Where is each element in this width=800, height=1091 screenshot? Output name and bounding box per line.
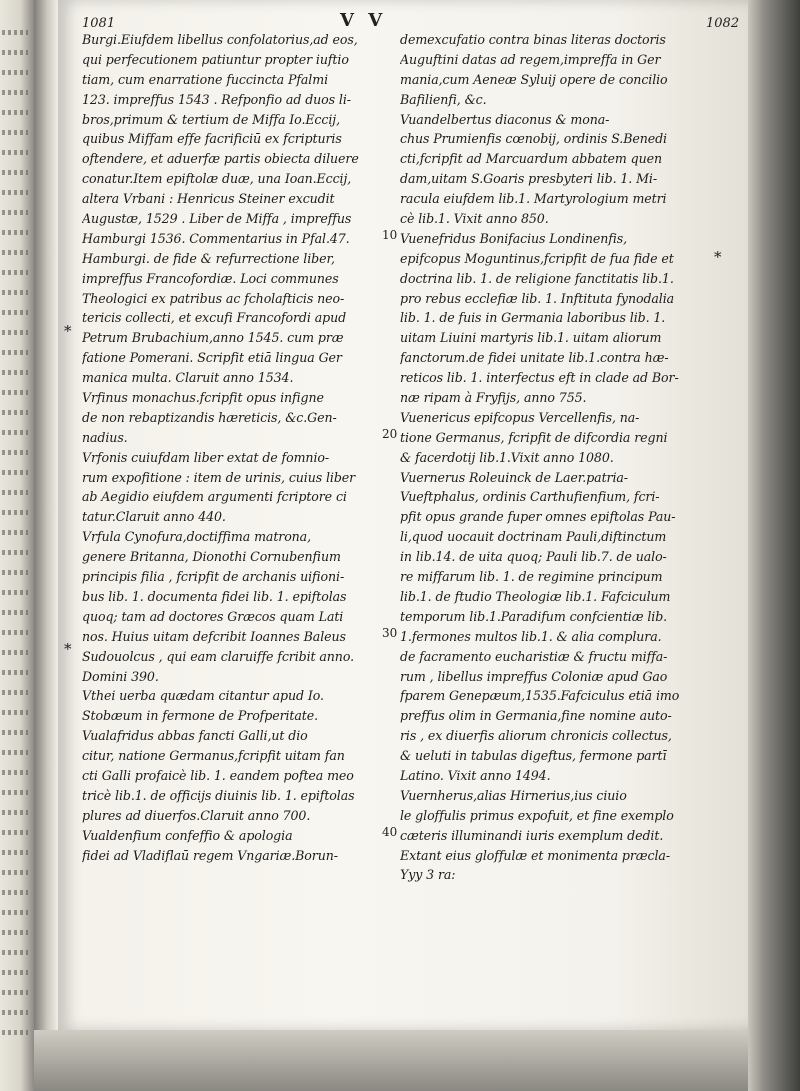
text-line: in lib.14. de uita quoq; Pauli lib.7. de ualo- xyxy=(400,549,667,565)
text-line: tatur.Claruit anno 440. xyxy=(82,509,226,525)
text-line: pro rebus ecclefiæ lib. 1. Inftituta fynodalia xyxy=(400,290,675,306)
facing-page-text-trace xyxy=(2,930,28,935)
facing-page-text-trace xyxy=(2,190,28,195)
facing-page-text-trace xyxy=(2,70,28,75)
signature-mark: V V xyxy=(340,10,387,31)
page-number-right: 1082 xyxy=(706,16,740,31)
text-line: quoq; tam ad doctores Græcos quam Lati xyxy=(82,608,344,624)
text-line: altera Vrbani : Henricus Steiner excudit xyxy=(82,191,335,207)
text-line: cè lib.1. Vixit anno 850. xyxy=(400,211,549,227)
line-number-10: 10 xyxy=(382,228,398,242)
text-line: Bafilienfi, &c. xyxy=(400,91,487,107)
text-line: Vrfinus monachus.fcripfit opus infigne xyxy=(82,390,324,406)
facing-page-text-trace xyxy=(2,110,28,115)
text-line: bros,primum & tertium de Miffa Io.Eccij, xyxy=(82,111,340,127)
facing-page-text-trace xyxy=(2,570,28,575)
text-line: plures ad diuerfos.Claruit anno 700. xyxy=(82,807,311,823)
text-line: tricè lib.1. de officijs diuinis lib. 1. epiftolas xyxy=(82,787,355,803)
text-line: fparem Genepæum,1535.Fafciculus etiā imo xyxy=(400,688,680,704)
text-line: nos. Huius uitam defcribit Ioannes Baleus xyxy=(82,628,346,644)
text-line: Hamburgi 1536. Commentarius in Pfal.47. xyxy=(82,230,350,246)
page-bottom-shadow xyxy=(34,1030,748,1091)
facing-page-text-trace xyxy=(2,450,28,455)
asterisk-mark: * xyxy=(64,640,72,658)
text-line: & facerdotij lib.1.Vixit anno 1080. xyxy=(400,449,614,465)
text-line: de facramento eucharistiæ & fructu miffa- xyxy=(400,648,668,664)
text-line: re miffarum lib. 1. de regimine principum xyxy=(400,569,663,585)
text-line: tiam, cum enarratione fuccincta Pfalmi xyxy=(82,71,328,87)
left-text-column xyxy=(82,30,380,865)
facing-page-text-trace xyxy=(2,890,28,895)
text-line: Yyy 3 ra: xyxy=(400,867,456,883)
facing-page-text-trace xyxy=(2,90,28,95)
text-line: cæteris illuminandi iuris exemplum dedit. xyxy=(400,827,664,843)
text-line: ab Aegidio eiufdem argumenti fcriptore ci xyxy=(82,489,347,505)
text-line: li,quod uocauit doctrinam Pauli,diftinctum xyxy=(400,529,667,545)
page-number-left: 1081 xyxy=(82,16,116,31)
text-line: Vrfula Cynofura,doctiffima matrona, xyxy=(82,529,311,545)
text-line: de non rebaptizandis hæreticis, &c.Gen- xyxy=(82,409,337,425)
text-line: Hamburgi. de fide & refurrectione liber, xyxy=(82,250,335,266)
facing-page-text-trace xyxy=(2,430,28,435)
facing-page-text-trace xyxy=(2,350,28,355)
text-line: Vthei uerba quædam citantur apud Io. xyxy=(82,688,324,704)
text-line: Vrfonis cuiufdam liber extat de fomnio- xyxy=(82,449,330,465)
facing-page-text-trace xyxy=(2,330,28,335)
text-line: Petrum Brubachium,anno 1545. cum præ xyxy=(82,330,344,346)
facing-page-text-trace xyxy=(2,1030,28,1035)
text-line: Auguftini datas ad regem,impreffa in Ger xyxy=(400,51,661,67)
asterisk-mark: * xyxy=(714,248,722,266)
facing-page-text-trace xyxy=(2,710,28,715)
text-line: conatur.Item epiftolæ duæ, una Ioan.Eccij, xyxy=(82,171,352,187)
text-line: tione Germanus, fcripfit de difcordia regni xyxy=(400,429,668,445)
facing-page-text-trace xyxy=(2,490,28,495)
facing-page-text-trace xyxy=(2,270,28,275)
facing-page-text-trace xyxy=(2,990,28,995)
text-line: citur, natione Germanus,fcripfit uitam fan xyxy=(82,748,345,764)
facing-page-text-trace xyxy=(2,850,28,855)
facing-page-text-trace xyxy=(2,750,28,755)
asterisk-mark: * xyxy=(64,322,72,340)
facing-page-text-trace xyxy=(2,550,28,555)
facing-page-text-trace xyxy=(2,730,28,735)
text-line: Sudouolcus , qui eam claruiffe fcribit anno. xyxy=(82,648,354,664)
text-line: fatione Pomerani. Scripfit etiā lingua Ger xyxy=(82,350,342,366)
facing-page-text-trace xyxy=(2,1010,28,1015)
text-line: demexcufatio contra binas literas doctoris xyxy=(400,32,666,47)
facing-page-text-trace xyxy=(2,130,28,135)
facing-page-text-trace xyxy=(2,910,28,915)
facing-page-text-trace xyxy=(2,410,28,415)
text-line: tericis collecti, et excufi Francofordi apud xyxy=(82,310,347,326)
text-line: Theologici ex patribus ac fcholafticis neo- xyxy=(82,290,345,306)
text-line: epifcopus Moguntinus,fcripfit de fua fide et xyxy=(400,250,674,266)
facing-page-text-trace xyxy=(2,510,28,515)
facing-page-text-trace xyxy=(2,590,28,595)
text-line: manica multa. Claruit anno 1534. xyxy=(82,370,294,386)
text-line: Extant eius gloffulæ et monimenta præcla- xyxy=(400,847,670,863)
facing-page-text-trace xyxy=(2,530,28,535)
text-line: Vuandelbertus diaconus & mona- xyxy=(400,111,610,127)
facing-page-text-trace xyxy=(2,670,28,675)
facing-page-text-trace xyxy=(2,970,28,975)
text-line: & ueluti in tabulas digeftus, fermone partī xyxy=(400,748,667,764)
facing-page-text-trace xyxy=(2,210,28,215)
text-line: genere Britanna, Dionothi Cornubenfium xyxy=(82,549,341,565)
facing-page-text-trace xyxy=(2,650,28,655)
text-line: principis filia , fcripfit de archanis uifioni- xyxy=(82,569,345,585)
text-line: Latino. Vixit anno 1494. xyxy=(400,767,551,783)
text-line: rum , libellus impreffus Coloniæ apud Gao xyxy=(400,668,668,684)
facing-page-text-trace xyxy=(2,150,28,155)
facing-page-text-trace xyxy=(2,170,28,175)
line-number-20: 20 xyxy=(382,427,398,441)
facing-page-edge xyxy=(0,0,34,1091)
text-line: mania,cum Aeneæ Syluij opere de concilio xyxy=(400,71,668,87)
text-line: Augustæ, 1529 . Liber de Miffa , impreffus xyxy=(82,211,352,227)
facing-page-text-trace xyxy=(2,290,28,295)
text-line: preffus olim in Germania,fine nomine auto- xyxy=(400,708,672,724)
text-line: fanctorum.de fidei unitate lib.1.contra hæ- xyxy=(400,350,669,366)
text-line: le gloffulis primus expofuit, et fine exemplo xyxy=(400,807,674,823)
facing-page-text-trace xyxy=(2,470,28,475)
facing-page-text-trace xyxy=(2,50,28,55)
text-line: Vueftphalus, ordinis Carthufienfium, fcri- xyxy=(400,489,660,505)
text-line: oftendere, et aduerfæ partis obiecta diluere xyxy=(82,151,359,167)
facing-page-text-trace xyxy=(2,390,28,395)
text-line: Vuenefridus Bonifacius Londinenfis, xyxy=(400,230,628,246)
facing-page-text-trace xyxy=(2,810,28,815)
text-line: cti Galli profaicè lib. 1. eandem poftea meo xyxy=(82,767,354,783)
text-line: 123. impreffus 1543 . Refponfio ad duos li- xyxy=(82,91,351,107)
facing-page-text-trace xyxy=(2,370,28,375)
page-right-edge xyxy=(748,0,800,1091)
text-line: Vuernherus,alias Hirnerius,ius ciuio xyxy=(400,787,627,803)
text-line: nadius. xyxy=(82,429,128,445)
facing-page-text-trace xyxy=(2,610,28,615)
text-line: chus Prumienfis cœnobij, ordinis S.Benedi xyxy=(400,131,667,147)
text-line: uitam Liuini martyris lib.1. uitam aliorum xyxy=(400,330,662,346)
line-number-40: 40 xyxy=(382,825,398,839)
facing-page-text-trace xyxy=(2,690,28,695)
facing-page-text-trace xyxy=(2,950,28,955)
facing-page-text-trace xyxy=(2,250,28,255)
text-line: bus lib. 1. documenta fidei lib. 1. epiftolas xyxy=(82,588,347,604)
facing-page-text-trace xyxy=(2,630,28,635)
text-line: Stobæum in fermone de Profperitate. xyxy=(82,708,318,724)
text-line: temporum lib.1.Paradifum confcientiæ lib. xyxy=(400,608,668,624)
text-line: racula eiufdem lib.1. Martyrologium metri xyxy=(400,191,667,207)
text-line: pfit opus grande fuper omnes epiftolas Pau- xyxy=(400,509,676,525)
text-line: dam,uitam S.Goaris presbyteri lib. 1. Mi- xyxy=(400,171,657,187)
text-line: Burgi.Eiufdem libellus confolatorius,ad eos, xyxy=(82,32,358,47)
text-line: lib. 1. de fuis in Germania laboribus lib. 1. xyxy=(400,310,666,326)
text-line: Vuernerus Roleuinck de Laer.patria- xyxy=(400,469,628,485)
text-line: cti,fcripfit ad Marcuardum abbatem quen xyxy=(400,151,662,167)
book-gutter xyxy=(34,0,58,1091)
facing-page-text-trace xyxy=(2,770,28,775)
text-line: impreffus Francofordiæ. Loci communes xyxy=(82,270,339,286)
line-number-30: 30 xyxy=(382,626,398,640)
text-line: qui perfecutionem patiuntur propter iuftio xyxy=(82,51,349,67)
facing-page-text-trace xyxy=(2,830,28,835)
facing-page-text-trace xyxy=(2,230,28,235)
text-line: 1.fermones multos lib.1. & alia complura. xyxy=(400,628,662,644)
text-line: rum expofitione : item de urinis, cuius liber xyxy=(82,469,356,485)
facing-page-text-trace xyxy=(2,310,28,315)
facing-page-text-trace xyxy=(2,30,28,35)
facing-page-text-trace xyxy=(2,790,28,795)
text-line: fidei ad Vladiflaū regem Vngariæ.Borun- xyxy=(82,847,338,863)
text-line: Vualdenfium confeffio & apologia xyxy=(82,827,293,843)
text-line: Vualafridus abbas fancti Galli,ut dio xyxy=(82,728,308,744)
text-line: quibus Miffam effe facrificiū ex fcripturis xyxy=(82,131,342,147)
text-line: doctrina lib. 1. de religione fanctitatis lib.1. xyxy=(400,270,674,286)
text-line: næ ripam à Fryfijs, anno 755. xyxy=(400,390,587,406)
text-line: Domini 390. xyxy=(82,668,159,684)
text-line: ris , ex diuerfis aliorum chronicis collectus, xyxy=(400,728,672,744)
text-line: reticos lib. 1. interfectus eft in clade ad Bor- xyxy=(400,370,679,386)
text-line: lib.1. de ftudio Theologiæ lib.1. Fafciculum xyxy=(400,588,671,604)
facing-page-text-trace xyxy=(2,870,28,875)
right-text-column xyxy=(400,30,706,885)
text-line: Vuenericus epifcopus Vercellenfis, na- xyxy=(400,409,640,425)
